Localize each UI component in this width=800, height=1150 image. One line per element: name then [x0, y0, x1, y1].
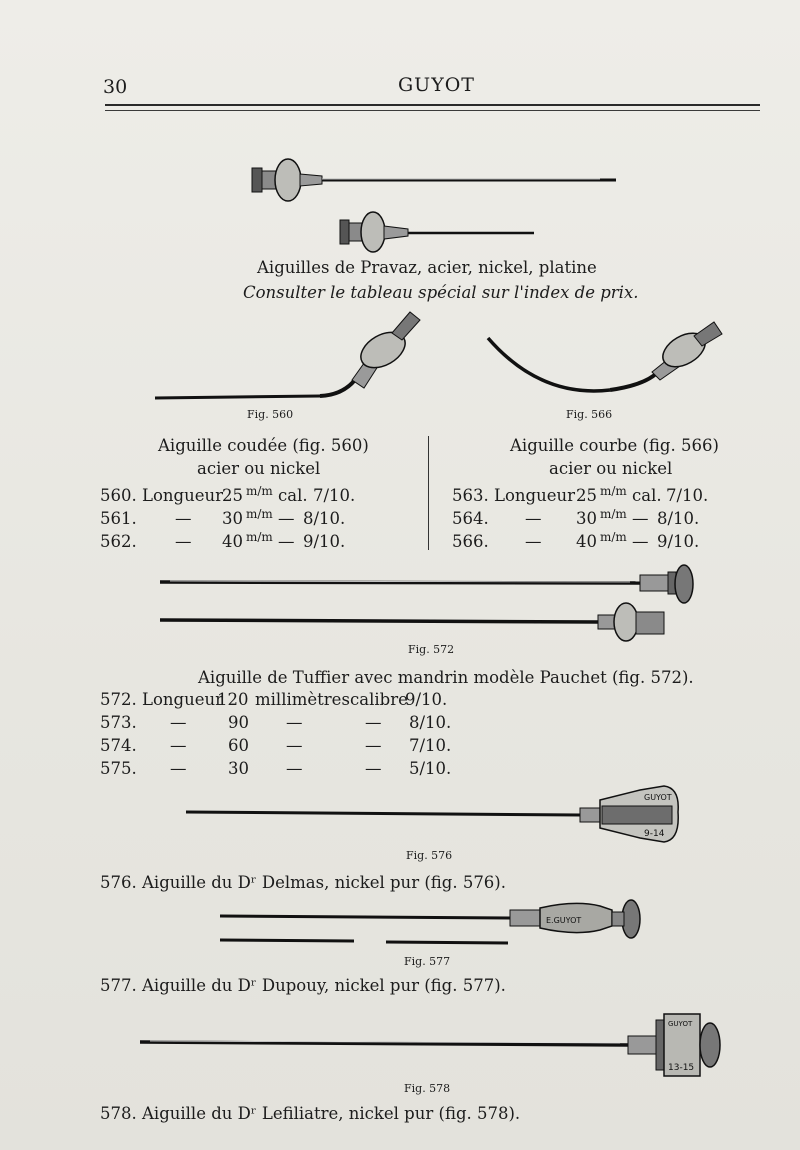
svg-text:E.GUYOT: E.GUYOT [546, 916, 582, 925]
fig560-subtitle: acier ou nickel [197, 459, 321, 478]
pravaz-needle-short [340, 212, 534, 252]
page-number: 30 [103, 76, 128, 98]
svg-text:13-15: 13-15 [668, 1063, 695, 1073]
pravaz-needle-long [252, 159, 616, 201]
fig576-entry: 576. Aiguille du Dʳ Delmas, nickel pur (fig. 576). [100, 873, 506, 892]
svg-text:9-14: 9-14 [644, 829, 665, 839]
fig572-tuffier-needles [160, 565, 693, 641]
fig577-entry: 577. Aiguille du Dʳ Dupouy, nickel pur (fig. 577). [100, 976, 506, 995]
svg-text:GUYOT: GUYOT [644, 793, 672, 802]
fig577-caption: Fig. 577 [404, 955, 451, 968]
table-row: 560. Longueur 25 m/m cal. 7/10. [100, 484, 356, 505]
fig572-caption: Fig. 572 [408, 643, 455, 656]
fig566-title: Aiguille courbe (fig. 566) [510, 436, 719, 455]
fig572-title: Aiguille de Tuffier avec mandrin modèle Pauchet (fig. 572). [198, 668, 694, 687]
fig576-delmas-needle [186, 786, 678, 842]
fig566-curved-needle [488, 322, 722, 391]
table-row: 561. — 30 m/m — 8/10. [100, 507, 346, 528]
page-title: GUYOT [398, 74, 475, 96]
fig566-caption: Fig. 566 [566, 408, 613, 421]
fig566-subtitle: acier ou nickel [549, 459, 673, 478]
fig578-entry: 578. Aiguille du Dʳ Lefiliatre, nickel pur (fig. 578). [100, 1104, 521, 1123]
table-row: 563. Longueur 25 m/m cal. 7/10. [452, 484, 709, 505]
table-row: 562. — 40 m/m — 9/10. [100, 530, 346, 551]
svg-text:GUYOT: GUYOT [668, 1020, 693, 1028]
fig578-caption: Fig. 578 [404, 1082, 451, 1095]
table-row: 573. — 90 — — 8/10. [100, 713, 452, 732]
fig577-dupouy-needle [220, 900, 640, 943]
fig576-caption: Fig. 576 [406, 849, 453, 862]
fig560-title: Aiguille coudée (fig. 560) [158, 436, 369, 455]
column-divider [428, 436, 429, 550]
table-row: 564. — 30 m/m — 8/10. [452, 507, 700, 528]
fig578-lefiliatre-needle [140, 1014, 720, 1076]
table-row: 575. — 30 — — 5/10. [100, 759, 452, 778]
pravaz-note: Consulter le tableau spécial sur l'index de prix. [243, 283, 639, 302]
fig560-caption: Fig. 560 [247, 408, 294, 421]
pravaz-title: Aiguilles de Pravaz, acier, nickel, platine [257, 258, 597, 277]
table-row: 566. — 40 m/m — 9/10. [452, 530, 700, 551]
fig560-bent-needle [155, 312, 420, 398]
table-row: 574. — 60 — — 7/10. [100, 736, 452, 755]
table-row: 572. Longueur 120 millimètres calibre 9/10. [100, 690, 448, 709]
